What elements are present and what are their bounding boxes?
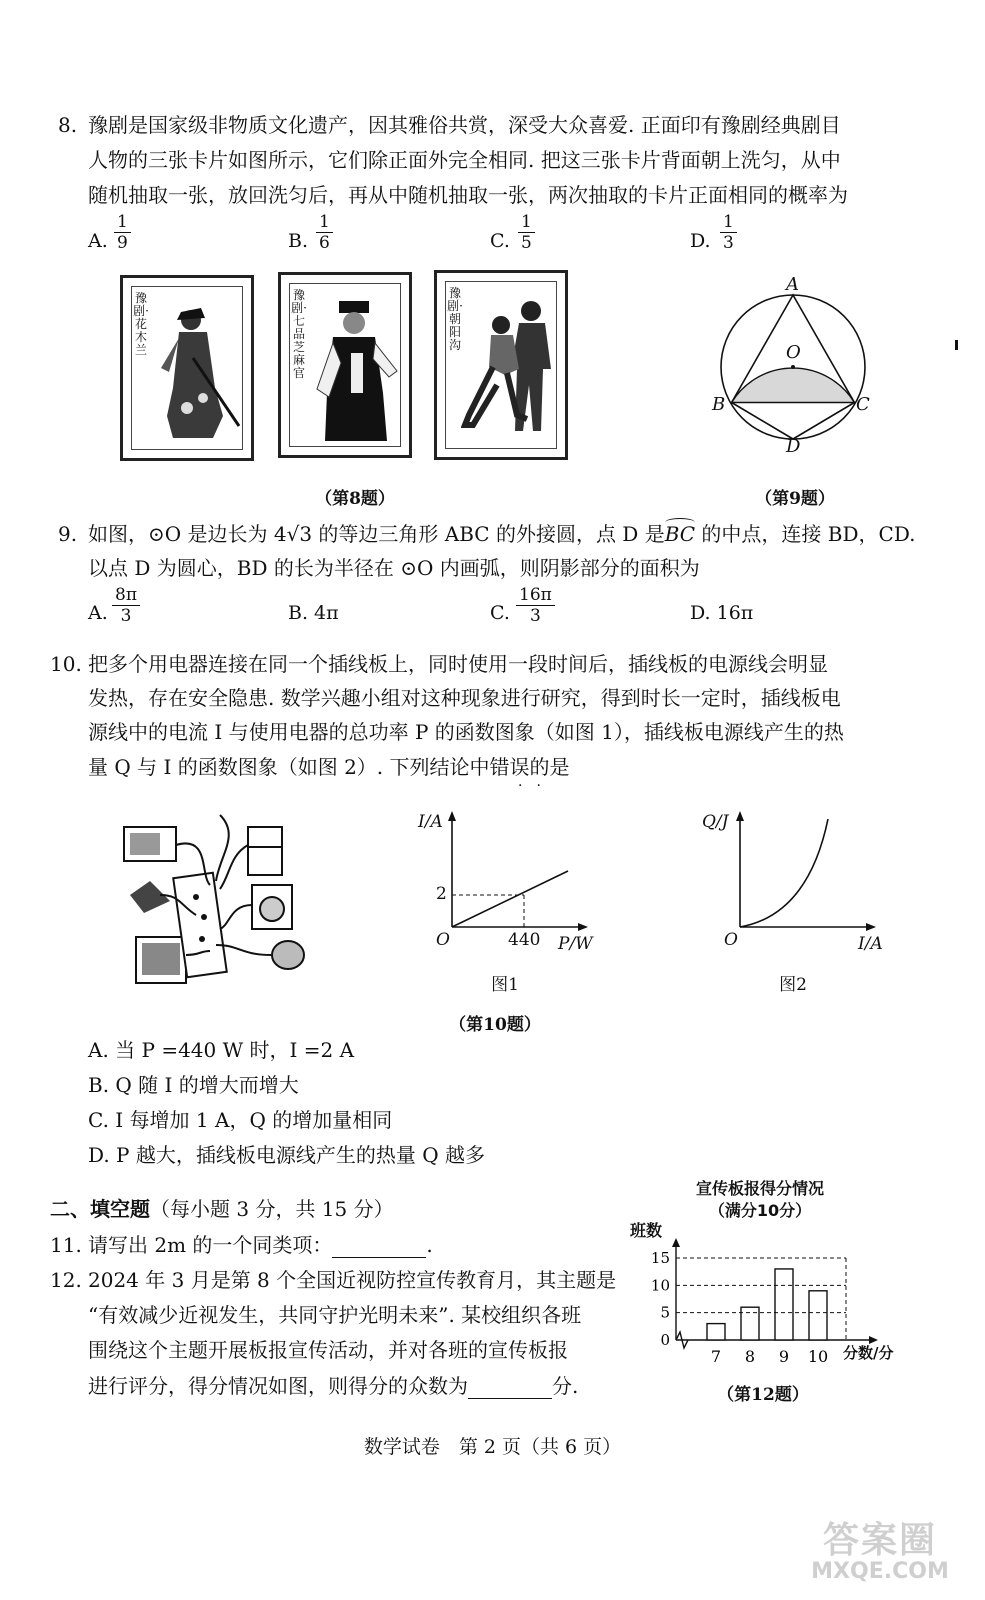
fig9-label-d: D: [786, 436, 801, 457]
q10-option-a: A. 当 P =440 W 时，I =2 A: [88, 1038, 355, 1062]
section-2-note: （每小题 3 分，共 15 分）: [150, 1197, 394, 1221]
opera-card-1: [120, 275, 254, 461]
bar-8: [741, 1307, 759, 1340]
fig2-ylabel: Q/J: [702, 812, 729, 832]
q11-answer-blank[interactable]: [332, 1233, 426, 1258]
question-10-line-1: 把多个用电器连接在同一个插线板上，同时使用一段时间后，插线板的电源线会明显: [88, 652, 828, 676]
watermark-top: 答案圈: [822, 1520, 937, 1561]
fig1-xlabel: P/W: [558, 934, 593, 954]
opera-figure-1-icon: [153, 298, 245, 448]
fig9-label-b: B: [712, 394, 726, 415]
fig2-origin: O: [724, 930, 738, 950]
figure-9-caption: （第9题）: [755, 489, 835, 509]
y-tick-label: 15: [650, 1249, 670, 1267]
appliances-illustration: [120, 805, 320, 995]
fig9-label-c: C: [856, 394, 870, 415]
question-10-line-4: 量 Q 与 I 的函数图象（如图 2）. 下列结论中错误的是: [88, 755, 570, 779]
fig1-ylabel: I/A: [418, 812, 443, 832]
q8-option-c-label: C.: [490, 230, 510, 252]
question-12-line-4: [88, 1374, 578, 1399]
question-9-number: 9.: [58, 522, 78, 546]
question-12-line-4-text: 进行评分，得分情况如图，则得分的众数为: [88, 1374, 468, 1398]
q8-option-a-den: 9: [117, 233, 128, 253]
question-12-line-2: “有效减少近视发生，共同守护光明未来”. 某校组织各班: [88, 1303, 582, 1327]
fig2-xlabel: I/A: [858, 934, 883, 954]
chart-plot: [640, 1236, 880, 1376]
question-11-text: 请写出 2m 的一个同类项：: [88, 1233, 333, 1257]
watermark-logo: [790, 1512, 970, 1584]
q8-option-d-den: 3: [723, 233, 734, 253]
x-tick-label: 8: [744, 1347, 756, 1366]
y-axis-arrow: [672, 1238, 680, 1247]
figure-2-caption: 图2: [779, 975, 807, 995]
emphasis-dots: ··: [518, 778, 555, 794]
fig1-xtick: 440: [508, 930, 541, 950]
q8-option-a-num: 1: [114, 212, 131, 233]
question-11-end: .: [426, 1233, 433, 1257]
opera-card-3-label: 豫剧·朝阳沟: [447, 286, 463, 352]
q8-option-c-fraction: [518, 212, 535, 253]
q9-option-b: B. 4π: [288, 602, 339, 624]
arc-bc: [665, 522, 695, 546]
q10-option-d: D. P 越大，插线板电源线产生的热量 Q 越多: [88, 1143, 485, 1167]
q9-option-d: D. 16π: [690, 602, 754, 624]
question-12-line-3: 围绕这个主题开展板报宣传活动，并对各班的宣传板报: [88, 1338, 568, 1362]
opera-figure-2-icon: [311, 293, 403, 447]
fig1-ytick: 2: [436, 884, 447, 904]
opera-card-2-label: 豫剧·七品芝麻官: [291, 288, 307, 380]
question-11-number: 11.: [50, 1233, 82, 1257]
question-12-number: 12.: [50, 1268, 82, 1292]
opera-card-2: [278, 272, 412, 458]
fig9-label-a: A: [786, 274, 799, 295]
y-tick-label: 10: [650, 1276, 670, 1295]
q8-option-a-label: A.: [88, 230, 108, 252]
question-8-number: 8.: [58, 113, 78, 137]
arc-bc-label: BC: [664, 522, 696, 546]
q9-option-a-fraction: [112, 585, 140, 626]
bar-9: [775, 1269, 793, 1340]
question-12-unit: 分.: [552, 1374, 579, 1398]
section-2-heading: [50, 1197, 394, 1221]
page-footer: 数学试卷 第 2 页（共 6 页）: [363, 1436, 622, 1458]
q8-option-b-label: B.: [288, 230, 309, 252]
q9-option-c-num: 16π: [516, 585, 555, 606]
q9-option-a-label: A.: [88, 602, 108, 624]
q8-option-a-fraction: [114, 212, 131, 253]
chart-xlabel: 分数/分: [843, 1344, 894, 1362]
x-tick-label: 10: [807, 1347, 829, 1366]
q8-option-c-num: 1: [518, 212, 535, 233]
question-11-text-line: [88, 1233, 433, 1258]
figure-1-caption: 图1: [491, 975, 519, 995]
q8-option-c-den: 5: [521, 233, 532, 253]
figure-12-caption: （第12题）: [717, 1385, 809, 1405]
q8-option-b-den: 6: [319, 233, 330, 253]
chart-subtitle: （满分10分）: [708, 1201, 812, 1220]
question-9-line-2: 以点 D 为圆心，BD 的长为半径在 ⊙O 内画弧，则阴影部分的面积为: [88, 556, 700, 580]
fig1-origin: O: [436, 930, 450, 950]
q8-option-d-num: 1: [720, 212, 737, 233]
q8-option-b-fraction: [316, 212, 333, 253]
question-8-line-2: 人物的三张卡片如图所示，它们除正面外完全相同. 把这三张卡片背面朝上洗匀，从中: [88, 148, 841, 172]
edge-mark: [955, 340, 958, 350]
q9-option-c-fraction: [516, 585, 555, 626]
question-10-number: 10.: [50, 652, 82, 676]
q8-option-d-fraction: [720, 212, 737, 253]
q12-answer-blank[interactable]: [468, 1374, 552, 1399]
q9-option-c-label: C.: [490, 602, 510, 624]
q10-option-b: B. Q 随 I 的增大而增大: [88, 1073, 299, 1097]
q9-option-c-den: 3: [529, 606, 541, 626]
bar-7: [707, 1324, 725, 1340]
figure-9-diagram: [705, 272, 885, 462]
question-9-line-1-post: 的中点，连接 BD，CD.: [695, 522, 916, 546]
opera-card-3: [434, 270, 568, 460]
opera-figure-3-icon: [461, 295, 561, 445]
x-axis-arrow: [869, 1336, 878, 1344]
section-2-title: 二、填空题: [50, 1197, 150, 1221]
y-tick-label: 0: [660, 1331, 670, 1349]
question-10-line-3: 源线中的电流 I 与使用电器的总功率 P 的函数图象（如图 1），插线板电源线产生的热: [88, 720, 844, 744]
figure-8-caption: （第8题）: [315, 489, 395, 509]
figure-1-graph: [430, 805, 600, 945]
figure-10-caption: （第10题）: [449, 1015, 541, 1035]
watermark-bottom: MXQE.COM: [811, 1559, 949, 1584]
x-tick-label: 7: [710, 1347, 722, 1366]
q8-option-d-label: D.: [690, 230, 711, 252]
fig9-label-o: O: [786, 342, 801, 363]
chart-title: 宣传板报得分情况: [695, 1179, 824, 1198]
q9-option-a-num: 8π: [112, 585, 140, 606]
figure-2-graph: [718, 805, 888, 945]
chart-ylabel: 班数: [630, 1221, 663, 1240]
bar-10: [809, 1291, 827, 1340]
question-12-line-1: 2024 年 3 月是第 8 个全国近视防控宣传教育月，其主题是: [88, 1268, 617, 1292]
y-tick-label: 5: [660, 1303, 670, 1322]
q8-option-b-num: 1: [316, 212, 333, 233]
question-8-line-3: 随机抽取一张，放回洗匀后，再从中随机抽取一张，两次抽取的卡片正面相同的概率为: [88, 183, 848, 207]
question-9-line-1: [88, 522, 916, 546]
question-8-line-1: 豫剧是国家级非物质文化遗产，因其雅俗共赏，深受大众喜爱. 正面印有豫剧经典剧目: [88, 113, 841, 137]
q10-option-c: C. I 每增加 1 A，Q 的增加量相同: [88, 1108, 393, 1132]
x-tick-label: 9: [778, 1347, 790, 1366]
question-10-line-2: 发热，存在安全隐患. 数学兴趣小组对这种现象进行研究，得到时长一定时，插线板电: [88, 686, 841, 710]
q9-option-a-den: 3: [120, 606, 132, 626]
opera-card-1-label: 豫剧·花木兰: [133, 291, 149, 357]
question-9-line-1-pre: 如图，⊙O 是边长为 4√3 的等边三角形 ABC 的外接圆，点 D 是: [88, 522, 665, 546]
